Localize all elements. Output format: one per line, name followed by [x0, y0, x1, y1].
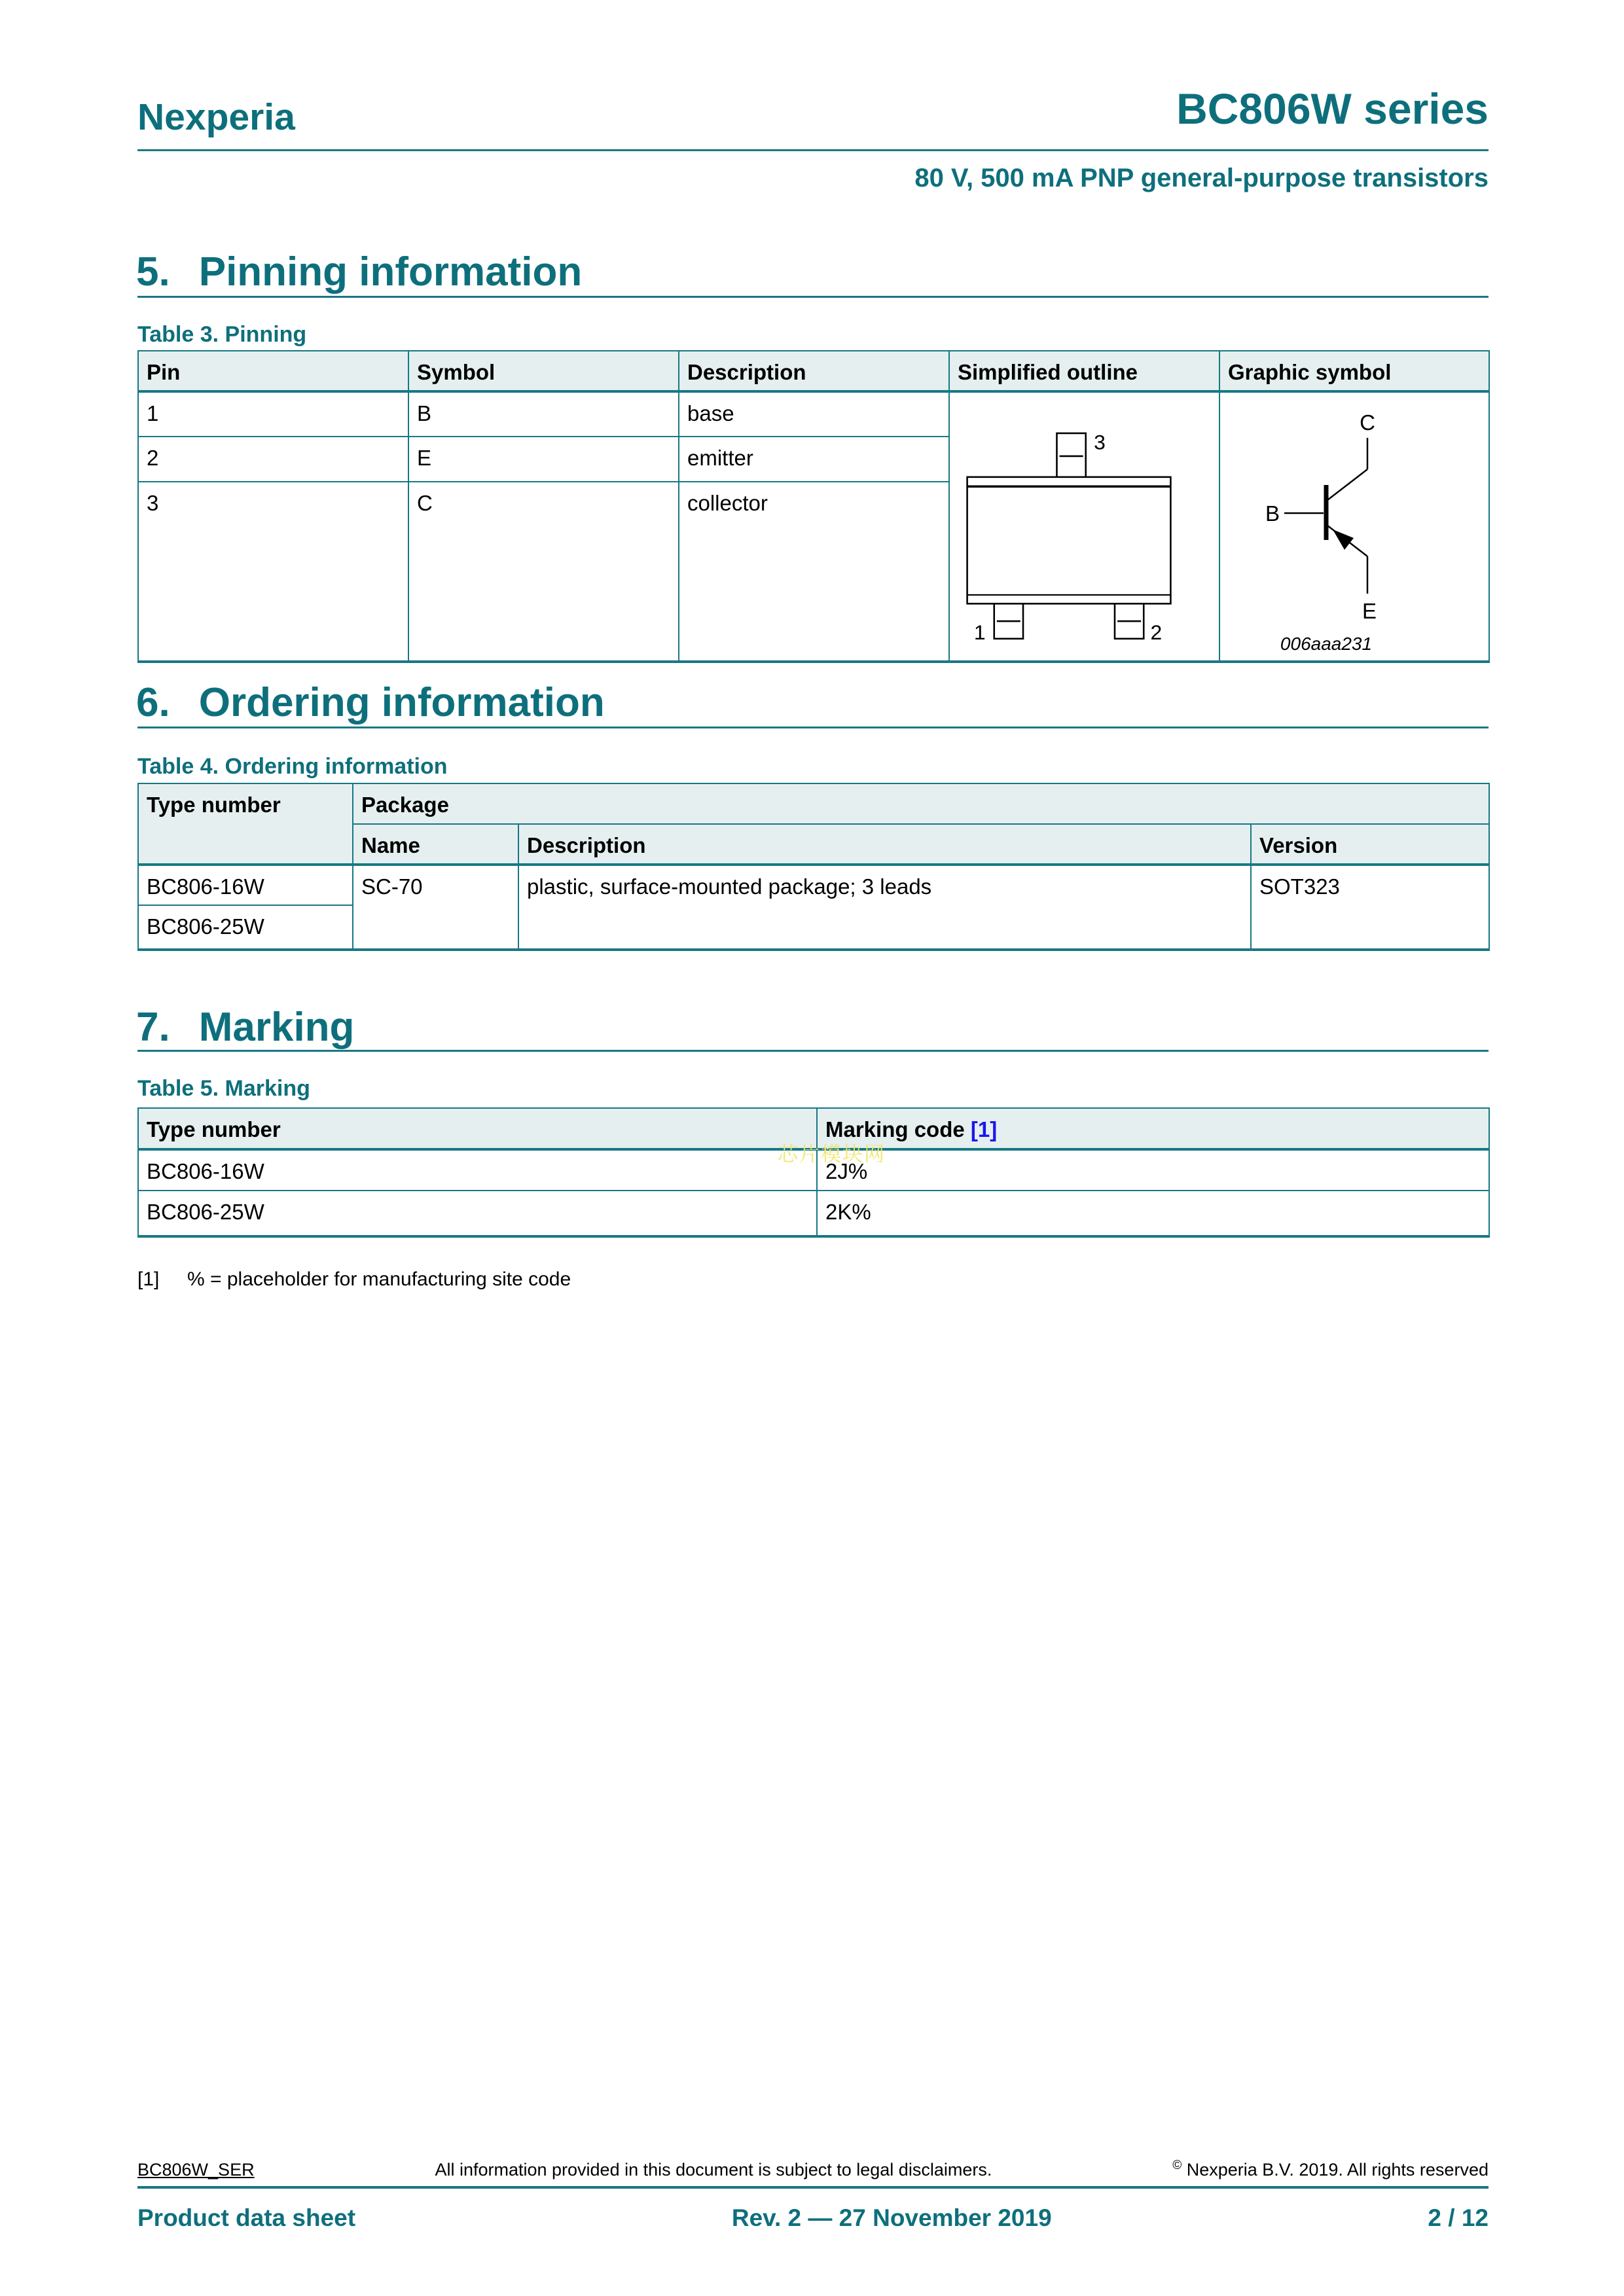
graphic-symbol-figure: [1219, 391, 1489, 662]
pin-cell: 2: [138, 437, 408, 482]
column-header-description: Description: [518, 824, 1251, 865]
table-header-row: [138, 783, 1489, 824]
symbol-cell: B: [408, 391, 679, 437]
header-rule: [137, 149, 1489, 151]
version-cell: SOT323: [1251, 865, 1489, 950]
marking-code-cell: 2J%: [817, 1149, 1489, 1191]
column-header-version: Version: [1251, 824, 1489, 865]
transistor-symbol-drawing: [1228, 406, 1424, 655]
table-row: [138, 865, 1489, 905]
footer-rule: [137, 2186, 1489, 2189]
table-row: [138, 391, 1489, 437]
section-title: Pinning information: [198, 249, 583, 295]
column-header-pin: Pin: [138, 351, 408, 391]
page-title: BC806W series: [1176, 84, 1489, 133]
type-number-cell: BC806-16W: [138, 865, 353, 905]
section-number: 6.: [136, 680, 170, 725]
column-header-package: Package: [353, 783, 1489, 824]
pin-cell: 1: [138, 391, 408, 437]
outline-pin1-label: 1: [973, 620, 986, 642]
column-header-name: Name: [353, 824, 518, 865]
package-description-cell: plastic, surface-mounted package; 3 leads: [518, 865, 1251, 950]
footnote-text: % = placeholder for manufacturing site code: [187, 1268, 571, 1290]
symbol-base-label: B: [1265, 501, 1280, 526]
section-title: Ordering information: [198, 680, 605, 725]
description-cell: emitter: [679, 437, 949, 482]
package-outline-drawing: [958, 412, 1180, 642]
section-rule-marking: [137, 1050, 1489, 1052]
ordering-table: [137, 783, 1490, 951]
section-rule-ordering: [137, 726, 1489, 728]
footer-meta-row: [137, 2159, 1489, 2180]
ordering-table-caption: Table 4. Ordering information: [137, 754, 448, 779]
type-number-cell: BC806-25W: [138, 905, 353, 950]
outline-pin3-label: 3: [1094, 430, 1106, 454]
column-header-type-number: Type number: [138, 1108, 817, 1149]
marking-code-cell: 2K%: [817, 1191, 1489, 1236]
simplified-outline-figure: [949, 391, 1219, 662]
pin-cell: 3: [138, 482, 408, 662]
section-heading-pinning: [136, 249, 582, 295]
type-number-cell: BC806-16W: [138, 1149, 817, 1191]
footer-doc-id: BC806W_SER: [137, 2160, 255, 2179]
pinning-table: [137, 350, 1490, 663]
marking-table: [137, 1107, 1490, 1238]
watermark-text: 芯片模块网: [778, 1143, 886, 1166]
copyright-symbol: ©: [1172, 2159, 1182, 2172]
column-header-graphic: Graphic symbol: [1219, 351, 1489, 391]
section-title: Marking: [198, 1005, 355, 1050]
footnote-marker: [1]: [137, 1268, 160, 1290]
footer-doc-type: Product data sheet: [137, 2204, 356, 2231]
pinning-table-caption: Table 3. Pinning: [137, 322, 307, 347]
description-cell: collector: [679, 482, 949, 662]
table-header-row: [138, 351, 1489, 391]
footer-copyright: © Nexperia B.V. 2019. All rights reserved: [1172, 2159, 1489, 2179]
description-cell: base: [679, 391, 949, 437]
column-header-symbol: Symbol: [408, 351, 679, 391]
section-heading-ordering: [136, 679, 605, 726]
package-name-cell: SC-70: [353, 865, 518, 950]
footnote-link[interactable]: [1]: [970, 1117, 998, 1141]
footer-main-row: [137, 2204, 1489, 2232]
column-header-outline: Simplified outline: [949, 351, 1219, 391]
type-number-cell: BC806-25W: [138, 1191, 817, 1236]
symbol-cell: E: [408, 437, 679, 482]
column-header-marking-code: Marking code [1]: [817, 1108, 1489, 1149]
brand-logo-text: Nexperia: [137, 96, 295, 138]
section-heading-marking: [136, 1004, 354, 1050]
symbol-collector-label: C: [1360, 410, 1375, 435]
page-subtitle: 80 V, 500 mA PNP general-purpose transistors: [914, 164, 1489, 192]
figure-id: 006aaa231: [1280, 634, 1373, 654]
footer-legal: All information provided in this document is subject to legal disclaimers.: [435, 2160, 992, 2179]
footer-page-number: 2 / 12: [1428, 2204, 1489, 2231]
footnote: [137, 1268, 571, 1291]
marking-table-caption: Table 5. Marking: [137, 1076, 310, 1101]
outline-pin2-label: 2: [1150, 620, 1163, 642]
symbol-emitter-label: E: [1362, 599, 1377, 623]
symbol-cell: C: [408, 482, 679, 662]
table-row: [138, 1191, 1489, 1236]
section-number: 5.: [136, 249, 170, 295]
footer-revision: Rev. 2 — 27 November 2019: [731, 2204, 1052, 2231]
section-number: 7.: [136, 1005, 170, 1050]
column-header-type-number: Type number: [138, 783, 353, 865]
column-header-description: Description: [679, 351, 949, 391]
section-rule-pinning: [137, 296, 1489, 298]
